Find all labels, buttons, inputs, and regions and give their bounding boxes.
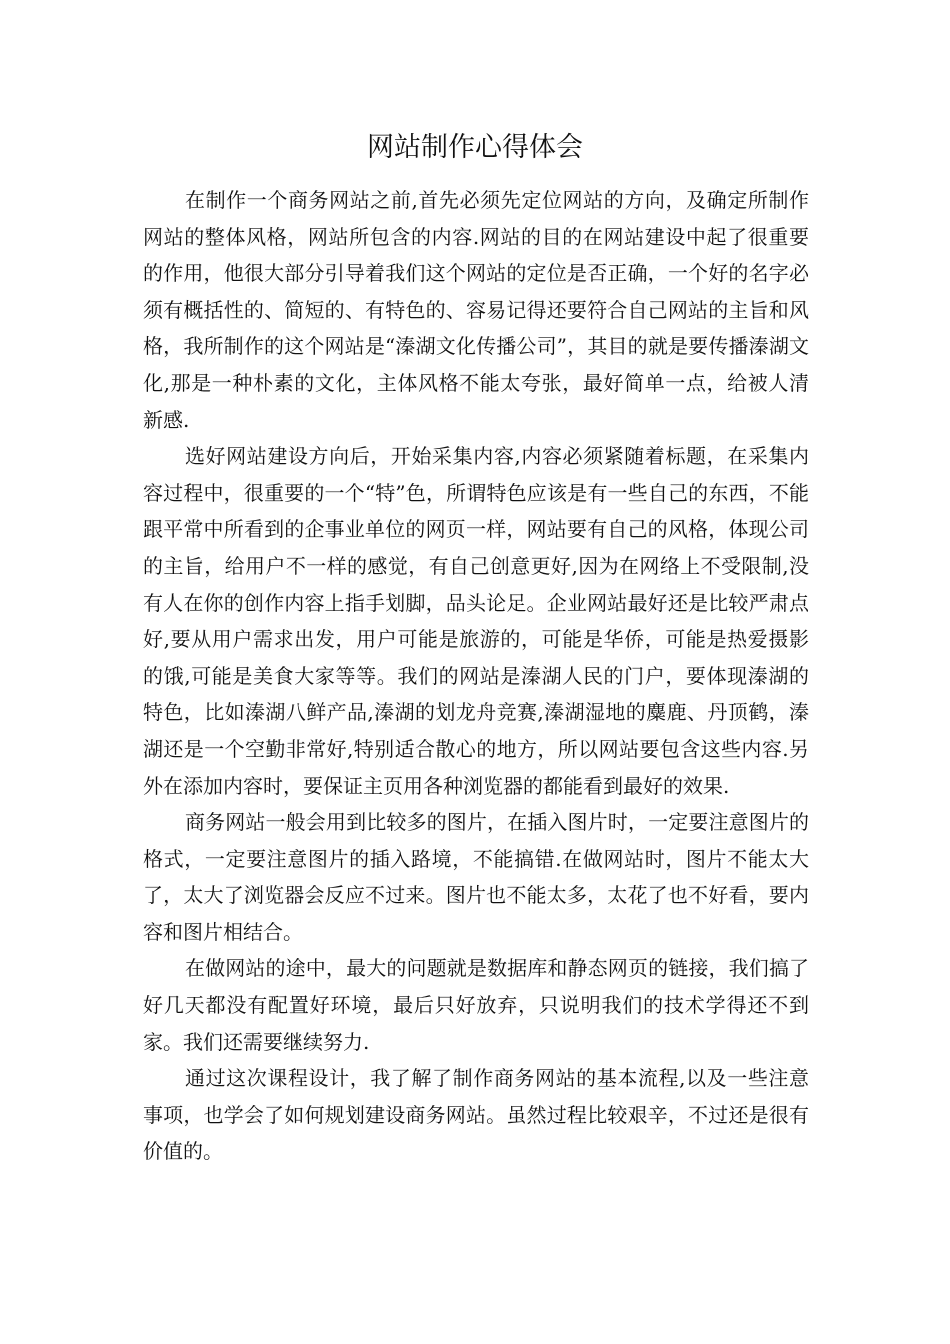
paragraph-4: 在做网站的途中，最大的问题就是数据库和静态网页的链接，我们搞了好几天都没有配置好环境，最后只好放弃，只说明我们的技术学得还不到家。我们还需要继续努力. [143, 956, 809, 1054]
document-body [143, 182, 809, 1170]
paragraph-2: 选好网站建设方向后，开始采集内容,内容必须紧随着标题，在采集内容过程中，很重要的一个“特”色，所谓特色应该是有一些自己的东西，不能跟平常中所看到的企事业单位的网页一样，网站要有自己的风格，体现公司的主旨，给用户不一样的感觉，有自己创意更好,因为在网络上不受限制,没有人在你的创作内容上指手划脚，品头论足。企业网站最好还是比较严肃点好,要从用户需求出发，用户可能是旅游的，可能是华侨，可能是热爱摄影的饿,可能是美食大家等等。我们的网站是溱湖人民的门户，要体现溱湖的特色，比如溱湖八鲜产品,溱湖的划龙舟竞赛,溱湖湿地的麋鹿、丹顶鹤，溱湖还是一个空勤非常好,特别适合散心的地方，所以网站要包含这些内容.另外在添加内容时，要保证主页用各种浏览器的都能看到最好的效果. [143, 444, 809, 798]
paragraph-3: 商务网站一般会用到比较多的图片，在插入图片时，一定要注意图片的格式，一定要注意图片的插入路境，不能搞错.在做网站时，图片不能太大了，太大了浏览器会反应不过来。图片也不能太多，太花了也不好看，要内容和图片相结合。 [143, 810, 809, 944]
document-title: 网站制作心得体会 [367, 132, 583, 163]
paragraph-5: 通过这次课程设计，我了解了制作商务网站的基本流程,以及一些注意事项，也学会了如何规划建设商务网站。虽然过程比较艰辛，不过还是很有价值的。 [143, 1066, 809, 1164]
paragraph-1: 在制作一个商务网站之前,首先必须先定位网站的方向，及确定所制作网站的整体风格，网站所包含的内容.网站的目的在网站建设中起了很重要的作用，他很大部分引导着我们这个网站的定位是否正确，一个好的名字必须有概括性的、简短的、有特色的、容易记得还要符合自己网站的主旨和风格，我所制作的这个网站是“溱湖文化传播公司”，其目的就是要传播溱湖文化,那是一种朴素的文化，主体风格不能太夸张，最好简单一点，给被人清新感. [143, 188, 809, 432]
